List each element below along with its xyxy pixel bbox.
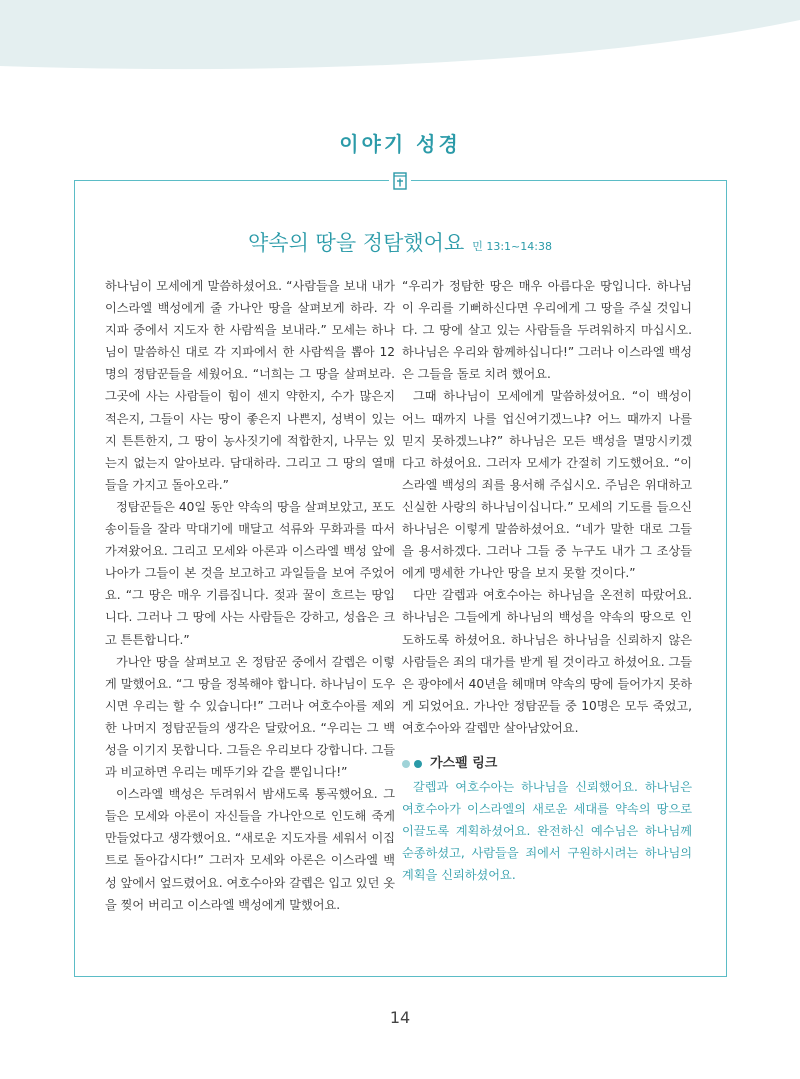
gospel-link-heading — [402, 752, 692, 776]
paragraph: 이스라엘 백성은 두려워서 밤새도록 통곡했어요. 그들은 모세와 아론이 자신들을 가나안으로 인도해 죽게 만들었다고 생각했어요. “새로운 지도자를 세워서 이집트로 돌아갑시다!” 그러자 모세와 아론은 이스라엘 백성 앞에서 엎드렸어요. 여호수아와 갈렙은 입고 있던 옷을 찢어 버리고 이스라엘 백성에게 말했어요. — [105, 787, 396, 912]
paragraph: 정탐꾼들은 40일 동안 약속의 땅을 살펴보았고, 포도송이들을 잘라 막대기에 매달고 석류와 무화과를 따서 가져왔어요. 그리고 모세와 아론과 이스라엘 백성 앞에 나아가 그들이 본 것을 보고하고 과일들을 보여 주었어요. “그 땅은 매우 기름집니다. 젖과 꿀이 흐르는 땅입니다. 그러나 그 땅에 사는 사람들은 강하고, 성읍은 크고 튼튼합니다.” — [105, 499, 395, 647]
paragraph: 그때 하나님이 모세에게 말씀하셨어요. “이 백성이 어느 때까지 나를 업신여기겠느냐? 어느 때까지 나를 믿지 못하겠느냐?” 하나님은 모든 백성을 멸망시키겠다고 하셨어요. 그러자 모세가 간절히 기도했어요. “이스라엘 백성의 죄를 용서해 주십시오. 주님은 위대하고 신실한 사랑의 하나님이십니다.” 모세의 기도를 들으신 하나님은 이렇게 말씀하셨어요. “네가 말한 대로 그들을 용서하겠다. 그러나 그들 중 누구도 내가 그 조상들에게 맹세한 가나안 땅을 보지 못할 것이다.” — [402, 389, 692, 581]
paragraph: “우리가 정탐한 땅은 매우 아름다운 땅입니다. 하나님이 우리를 기뻐하신다면 우리에게 그 땅을 주실 것입니다. 그 땅에 살고 있는 사람들을 두려워하지 마십시오. 하나님은 우리와 함께하십니다!” 그러나 이스라엘 백성은 그들을 돌로 치려 했어요. — [402, 279, 692, 382]
story-title: 약속의 땅을 정탐했어요 — [248, 231, 465, 255]
section-title: 이야기 성경 — [339, 132, 461, 156]
top-wave-band — [0, 0, 800, 80]
left-column — [105, 275, 395, 916]
page-number: 14 — [389, 1008, 411, 1027]
bullet-dot-icon — [402, 760, 410, 768]
gospel-link-text: 갈렙과 여호수아는 하나님을 신뢰했어요. 하나님은 여호수아가 이스라엘의 새로운 세대를 약속의 땅으로 이끌도록 계획하셨어요. 완전하신 예수님은 하나님께 순종하셨고, 사람들을 죄에서 구원하시려는 하나님의 계획을 신뢰하셨어요. — [402, 779, 692, 883]
bible-cross-icon — [389, 171, 411, 191]
gospel-link-title: 가스펠 링크 — [430, 755, 498, 771]
right-column — [402, 275, 692, 886]
paragraph: 하나님이 모세에게 말씀하셨어요. “사람들을 보내 내가 이스라엘 백성에게 줄 가나안 땅을 살펴보게 하라. 각 지파 중에서 지도자 한 사람씩을 보내라.” 모세는 하나님이 말씀하신 대로 각 지파에서 한 사람씩을 뽑아 12명의 정탐꾼들을 세웠어요. “너희는 그 땅을 살펴보라. 그곳에 사는 사람들이 힘이 센지 약한지, 수가 많은지 적은지, 그들이 사는 땅이 좋은지 나쁜지, 성벽이 있는지 튼튼한지, 그 땅이 농사짓기에 적합한지, 나무는 있는지 없는지 알아보라. 담대하라. 그리고 그 땅의 열매들을 가지고 돌아오라.” — [105, 279, 395, 492]
bullet-dot-icon — [414, 760, 422, 768]
paragraph: 다만 갈렙과 여호수아는 하나님을 온전히 따랐어요. 하나님은 그들에게 하나님의 백성을 약속의 땅으로 인도하도록 하셨어요. 하나님은 하나님을 신뢰하지 않은 사람들은 죄의 대가를 받게 될 것이라고 하셨어요. 그들은 광야에서 40년을 헤매며 약속의 땅에 들어가지 못하게 되었어요. 가나안 정탐꾼들 중 10명은 모두 죽었고, 여호수아와 갈렙만 살아남았어요. — [402, 588, 693, 735]
story-heading — [0, 227, 800, 257]
scripture-reference: 민 13:1~14:38 — [472, 240, 552, 253]
paragraph: 가나안 땅을 살펴보고 온 정탐꾼 중에서 갈렙은 이렇게 말했어요. “그 땅을 정복해야 합니다. 하나님이 도우시면 우리는 할 수 있습니다!” 그러나 여호수아를 제외한 나머지 정탐꾼들의 생각은 달랐어요. “우리는 그 백성을 이기지 못합니다. 그들은 우리보다 강합니다. 그들과 비교하면 우리는 메뚜기와 같을 뿐입니다!” — [105, 654, 396, 780]
